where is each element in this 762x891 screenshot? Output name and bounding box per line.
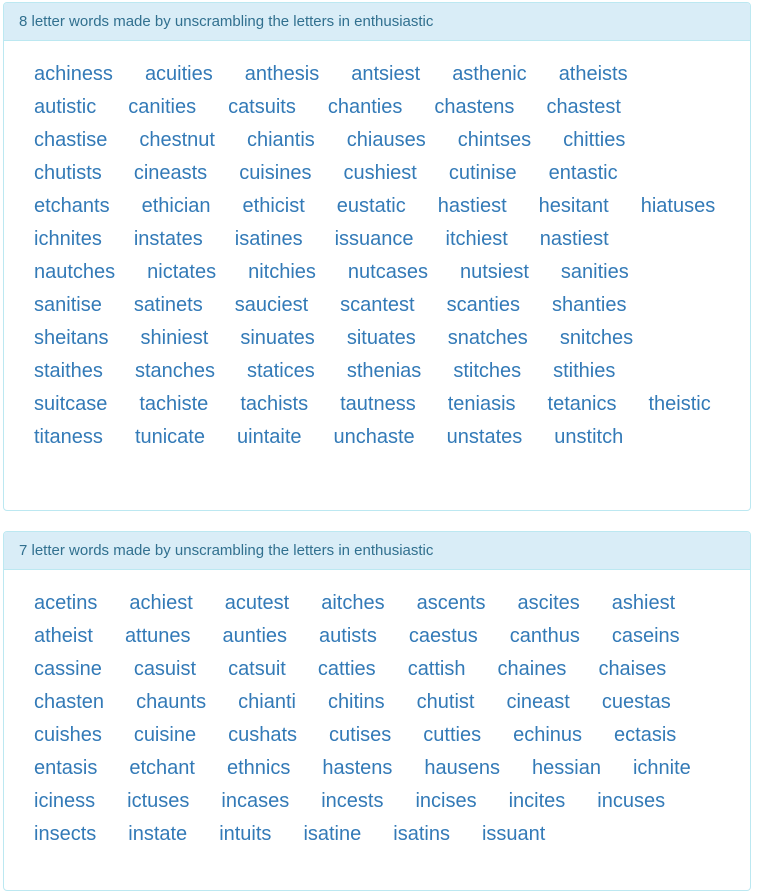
word-link[interactable]: nitchies xyxy=(248,261,316,283)
word-link[interactable]: aitches xyxy=(321,592,385,614)
panel-heading: 7 letter words made by unscrambling the letters in enthusiastic xyxy=(4,532,750,570)
word-link[interactable]: itchiest xyxy=(445,228,508,250)
word-link[interactable]: uintaite xyxy=(237,426,302,448)
word-link[interactable]: ethician xyxy=(141,195,211,217)
word-link[interactable]: ectasis xyxy=(614,724,677,746)
word-link[interactable]: etchants xyxy=(34,195,110,217)
panel-heading: 8 letter words made by unscrambling the letters in enthusiastic xyxy=(4,3,750,41)
word-link[interactable]: cushiest xyxy=(343,162,417,184)
word-link[interactable]: etchant xyxy=(129,757,195,779)
word-link[interactable]: scantest xyxy=(340,294,415,316)
word-link[interactable]: hastens xyxy=(322,757,393,779)
word-link[interactable]: asthenic xyxy=(452,63,527,85)
word-link[interactable]: nictates xyxy=(147,261,217,283)
word-link[interactable]: incests xyxy=(321,790,384,812)
word-link[interactable]: stithies xyxy=(553,360,616,382)
word-link[interactable]: sinuates xyxy=(240,327,315,349)
word-link[interactable]: chitties xyxy=(563,129,626,151)
word-link[interactable]: incites xyxy=(508,790,566,812)
word-link[interactable]: situates xyxy=(346,327,416,349)
word-link[interactable]: nutsiest xyxy=(459,261,529,283)
word-link[interactable]: chutist xyxy=(416,691,475,713)
word-link[interactable]: ethicist xyxy=(242,195,305,217)
word-link[interactable]: entastic xyxy=(548,162,618,184)
word-link[interactable]: instates xyxy=(133,228,203,250)
word-link[interactable]: ichnite xyxy=(632,757,691,779)
word-link[interactable]: ashiest xyxy=(611,592,676,614)
word-link[interactable]: chianti xyxy=(238,691,296,713)
word-link[interactable]: stitches xyxy=(453,360,522,382)
word-link[interactable]: tetanics xyxy=(547,393,617,415)
word-link[interactable]: autistic xyxy=(34,96,97,118)
word-link[interactable]: insects xyxy=(34,823,97,845)
word-link[interactable]: chasten xyxy=(34,691,105,713)
word-link[interactable]: ascites xyxy=(517,592,580,614)
word-link[interactable]: tachiste xyxy=(139,393,209,415)
word-link[interactable]: hastiest xyxy=(437,195,507,217)
word-link[interactable]: nastiest xyxy=(539,228,609,250)
word-link[interactable]: issuance xyxy=(334,228,414,250)
word-link[interactable]: sanities xyxy=(560,261,629,283)
word-link[interactable]: catsuits xyxy=(228,96,296,118)
word-link[interactable]: cineasts xyxy=(133,162,208,184)
word-link[interactable]: catties xyxy=(317,658,376,680)
word-link[interactable]: cuisines xyxy=(239,162,312,184)
word-link[interactable]: sauciest xyxy=(234,294,309,316)
word-link[interactable]: chaines xyxy=(497,658,567,680)
word-list xyxy=(24,587,739,851)
word-link[interactable]: atheist xyxy=(34,625,93,647)
word-link[interactable]: cuisine xyxy=(133,724,197,746)
word-link[interactable]: sheitans xyxy=(34,327,109,349)
word-link[interactable]: incuses xyxy=(597,790,666,812)
word-link[interactable]: nutcases xyxy=(347,261,428,283)
word-link[interactable]: acetins xyxy=(34,592,98,614)
word-link[interactable]: canities xyxy=(128,96,197,118)
word-link[interactable]: cattish xyxy=(407,658,466,680)
word-link[interactable]: cutinise xyxy=(448,162,517,184)
word-link[interactable]: sthenias xyxy=(346,360,422,382)
word-link[interactable]: sanitise xyxy=(34,294,102,316)
word-link[interactable]: ethnics xyxy=(226,757,291,779)
word-link[interactable]: autists xyxy=(319,625,377,647)
word-link[interactable]: unchaste xyxy=(333,426,415,448)
word-link[interactable]: shiniest xyxy=(140,327,209,349)
word-link[interactable]: achiest xyxy=(129,592,193,614)
word-link[interactable]: cineast xyxy=(506,691,570,713)
word-link[interactable]: suitcase xyxy=(34,393,108,415)
word-link[interactable]: tachists xyxy=(240,393,309,415)
word-list xyxy=(24,58,739,454)
word-link[interactable]: incases xyxy=(221,790,290,812)
word-link[interactable]: theistic xyxy=(648,393,711,415)
word-link[interactable]: cassine xyxy=(34,658,102,680)
word-link[interactable]: eustatic xyxy=(336,195,406,217)
word-link[interactable]: titaness xyxy=(34,426,103,448)
word-link[interactable]: chitins xyxy=(327,691,385,713)
word-link[interactable]: hiatuses xyxy=(640,195,716,217)
word-link[interactable]: chiantis xyxy=(246,129,315,151)
word-link[interactable]: shanties xyxy=(551,294,627,316)
word-link[interactable]: casuist xyxy=(133,658,197,680)
word-link[interactable]: cuestas xyxy=(601,691,671,713)
word-link[interactable]: instate xyxy=(128,823,188,845)
word-link[interactable]: chaunts xyxy=(136,691,207,713)
word-link[interactable]: antsiest xyxy=(351,63,421,85)
panel-body xyxy=(4,41,750,454)
word-link[interactable]: hessian xyxy=(532,757,601,779)
word-link[interactable]: scanties xyxy=(446,294,520,316)
word-link[interactable]: achiness xyxy=(34,63,113,85)
word-link[interactable]: statices xyxy=(247,360,315,382)
word-link[interactable]: chiauses xyxy=(346,129,426,151)
seven-letter-words-panel xyxy=(3,531,751,891)
word-link[interactable]: nautches xyxy=(34,261,116,283)
word-link[interactable]: echinus xyxy=(513,724,583,746)
word-link[interactable]: anthesis xyxy=(244,63,320,85)
word-link[interactable]: incises xyxy=(415,790,477,812)
word-link[interactable]: isatins xyxy=(393,823,450,845)
word-link[interactable]: tautness xyxy=(340,393,416,415)
eight-letter-words-panel xyxy=(3,2,751,511)
word-link[interactable]: ascents xyxy=(416,592,486,614)
word-link[interactable]: unstitch xyxy=(554,426,624,448)
word-link[interactable]: chastens xyxy=(434,96,515,118)
word-link[interactable]: canthus xyxy=(509,625,580,647)
word-link[interactable]: cuishes xyxy=(34,724,102,746)
word-link[interactable]: iciness xyxy=(34,790,96,812)
word-link[interactable]: aunties xyxy=(222,625,288,647)
word-link[interactable]: entasis xyxy=(34,757,98,779)
word-link[interactable]: snatches xyxy=(447,327,528,349)
word-link[interactable]: staithes xyxy=(34,360,103,382)
word-link[interactable]: isatine xyxy=(303,823,362,845)
word-link[interactable]: hausens xyxy=(424,757,501,779)
word-link[interactable]: acutest xyxy=(224,592,290,614)
word-link[interactable]: issuant xyxy=(481,823,546,845)
word-link[interactable]: chutists xyxy=(34,162,102,184)
word-link[interactable]: isatines xyxy=(234,228,303,250)
word-link[interactable]: chastise xyxy=(34,129,108,151)
word-link[interactable]: cutises xyxy=(329,724,392,746)
word-link[interactable]: catsuit xyxy=(228,658,286,680)
word-link[interactable]: acuities xyxy=(144,63,213,85)
word-link[interactable]: caseins xyxy=(611,625,680,647)
word-link[interactable]: chastest xyxy=(546,96,621,118)
word-link[interactable]: snitches xyxy=(559,327,634,349)
word-link[interactable]: intuits xyxy=(219,823,272,845)
word-link[interactable]: chestnut xyxy=(139,129,215,151)
word-link[interactable]: hesitant xyxy=(538,195,609,217)
word-link[interactable]: ictuses xyxy=(127,790,190,812)
word-link[interactable]: chanties xyxy=(327,96,403,118)
word-link[interactable]: ichnites xyxy=(34,228,102,250)
word-link[interactable]: stanches xyxy=(134,360,215,382)
word-link[interactable]: cutties xyxy=(423,724,482,746)
word-link[interactable]: satinets xyxy=(133,294,203,316)
word-link[interactable]: chaises xyxy=(598,658,667,680)
word-link[interactable]: teniasis xyxy=(447,393,516,415)
word-link[interactable]: caestus xyxy=(408,625,478,647)
word-link[interactable]: atheists xyxy=(558,63,628,85)
word-link[interactable]: tunicate xyxy=(134,426,205,448)
word-link[interactable]: unstates xyxy=(446,426,523,448)
word-link[interactable]: chintses xyxy=(457,129,532,151)
word-link[interactable]: attunes xyxy=(124,625,191,647)
word-link[interactable]: cushats xyxy=(228,724,298,746)
panel-body xyxy=(4,570,750,851)
